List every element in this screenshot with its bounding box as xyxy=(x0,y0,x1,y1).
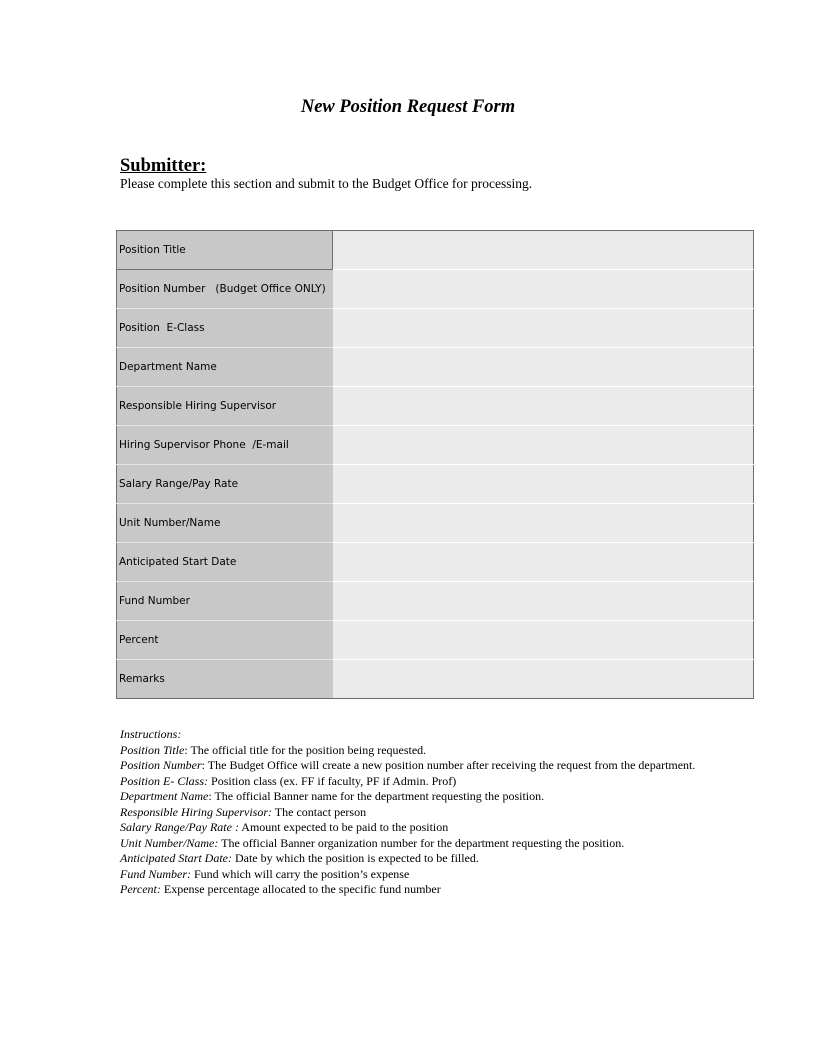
field-value-cell[interactable] xyxy=(333,270,754,309)
instructions-block xyxy=(120,727,700,898)
instruction-separator: : xyxy=(201,758,206,772)
instruction-text: The contact person xyxy=(272,804,367,819)
form-row xyxy=(117,582,754,621)
instruction-term: Unit Number/Name: xyxy=(120,835,219,850)
form-row xyxy=(117,543,754,582)
field-label: Responsible Hiring Supervisor xyxy=(117,387,333,426)
form-row xyxy=(117,309,754,348)
field-value-cell[interactable] xyxy=(333,660,754,699)
instruction-text: The official Banner organization number for the department requesting the position. xyxy=(218,835,625,850)
instruction-term: Salary Range/Pay Rate : xyxy=(120,820,239,834)
instruction-item xyxy=(120,774,700,790)
field-label: Unit Number/Name xyxy=(117,504,333,543)
field-value-cell[interactable] xyxy=(333,387,754,426)
instruction-text: Date by which the position is expected to be filled. xyxy=(231,851,479,865)
field-label: Department Name xyxy=(117,348,333,387)
field-value-cell[interactable] xyxy=(333,504,754,543)
field-value-cell[interactable] xyxy=(333,231,754,270)
section-description: Please complete this section and submit to the Budget Office for processing. xyxy=(120,176,533,191)
field-value-cell[interactable] xyxy=(333,309,754,348)
instruction-text: The official Banner name for the department requesting the position. xyxy=(211,789,545,803)
field-label: Anticipated Start Date xyxy=(117,543,333,582)
field-label: Position E-Class xyxy=(117,309,333,348)
instruction-item xyxy=(120,882,700,898)
instruction-text: Amount expected to be paid to the position xyxy=(238,820,449,834)
instructions-heading: Instructions: xyxy=(120,727,182,741)
instruction-item xyxy=(120,836,700,852)
field-label: Fund Number xyxy=(117,582,333,621)
instruction-separator: : xyxy=(208,789,212,803)
form-row xyxy=(117,387,754,426)
form-row xyxy=(117,504,754,543)
instruction-text: Position class (ex. FF if faculty, PF if Admin. Prof) xyxy=(208,773,457,788)
field-label: Hiring Supervisor Phone /E-mail xyxy=(117,426,333,465)
field-label: Position Title xyxy=(117,231,333,270)
field-label: Salary Range/Pay Rate xyxy=(117,465,333,504)
section-heading-submitter: Submitter: xyxy=(120,156,207,176)
field-label: Remarks xyxy=(117,660,333,699)
field-value-cell[interactable] xyxy=(333,543,754,582)
instruction-separator: : xyxy=(184,742,188,757)
page-title: New Position Request Form xyxy=(300,97,516,117)
field-value-cell[interactable] xyxy=(333,621,754,660)
instruction-term: Percent: xyxy=(120,882,161,896)
form-row xyxy=(117,660,754,699)
instruction-item xyxy=(120,867,700,883)
instruction-text: The Budget Office will create a new position number after receiving the request from the department. xyxy=(205,758,696,772)
instruction-item xyxy=(120,820,700,836)
field-value-cell[interactable] xyxy=(333,582,754,621)
instruction-item xyxy=(120,743,700,759)
instruction-term: Anticipated Start Date: xyxy=(120,851,232,865)
instruction-term: Position Title xyxy=(120,742,185,757)
field-value-cell[interactable] xyxy=(333,465,754,504)
instruction-term: Department Name xyxy=(120,789,209,803)
instruction-term: Position Number xyxy=(120,758,202,772)
form-row xyxy=(117,426,754,465)
form-row xyxy=(117,231,754,270)
instruction-item xyxy=(120,758,700,774)
instruction-item xyxy=(120,789,700,805)
instruction-item xyxy=(120,851,700,867)
instruction-text: Fund which will carry the position’s expense xyxy=(191,866,410,881)
form-row xyxy=(117,348,754,387)
instruction-item xyxy=(120,805,700,821)
field-value-cell[interactable] xyxy=(333,348,754,387)
position-request-table xyxy=(116,230,754,699)
form-row xyxy=(117,270,754,309)
form-row xyxy=(117,465,754,504)
instruction-term: Responsible Hiring Supervisor: xyxy=(120,804,272,819)
instruction-text: Expense percentage allocated to the specific fund number xyxy=(160,882,441,896)
field-value-cell[interactable] xyxy=(333,426,754,465)
instruction-term: Position E- Class: xyxy=(120,773,209,788)
instruction-term: Fund Number: xyxy=(120,866,191,881)
field-label: Percent xyxy=(117,621,333,660)
instruction-text: The official title for the position being requested. xyxy=(187,742,427,757)
form-row xyxy=(117,621,754,660)
field-label: Position Number (Budget Office ONLY) xyxy=(117,270,333,309)
